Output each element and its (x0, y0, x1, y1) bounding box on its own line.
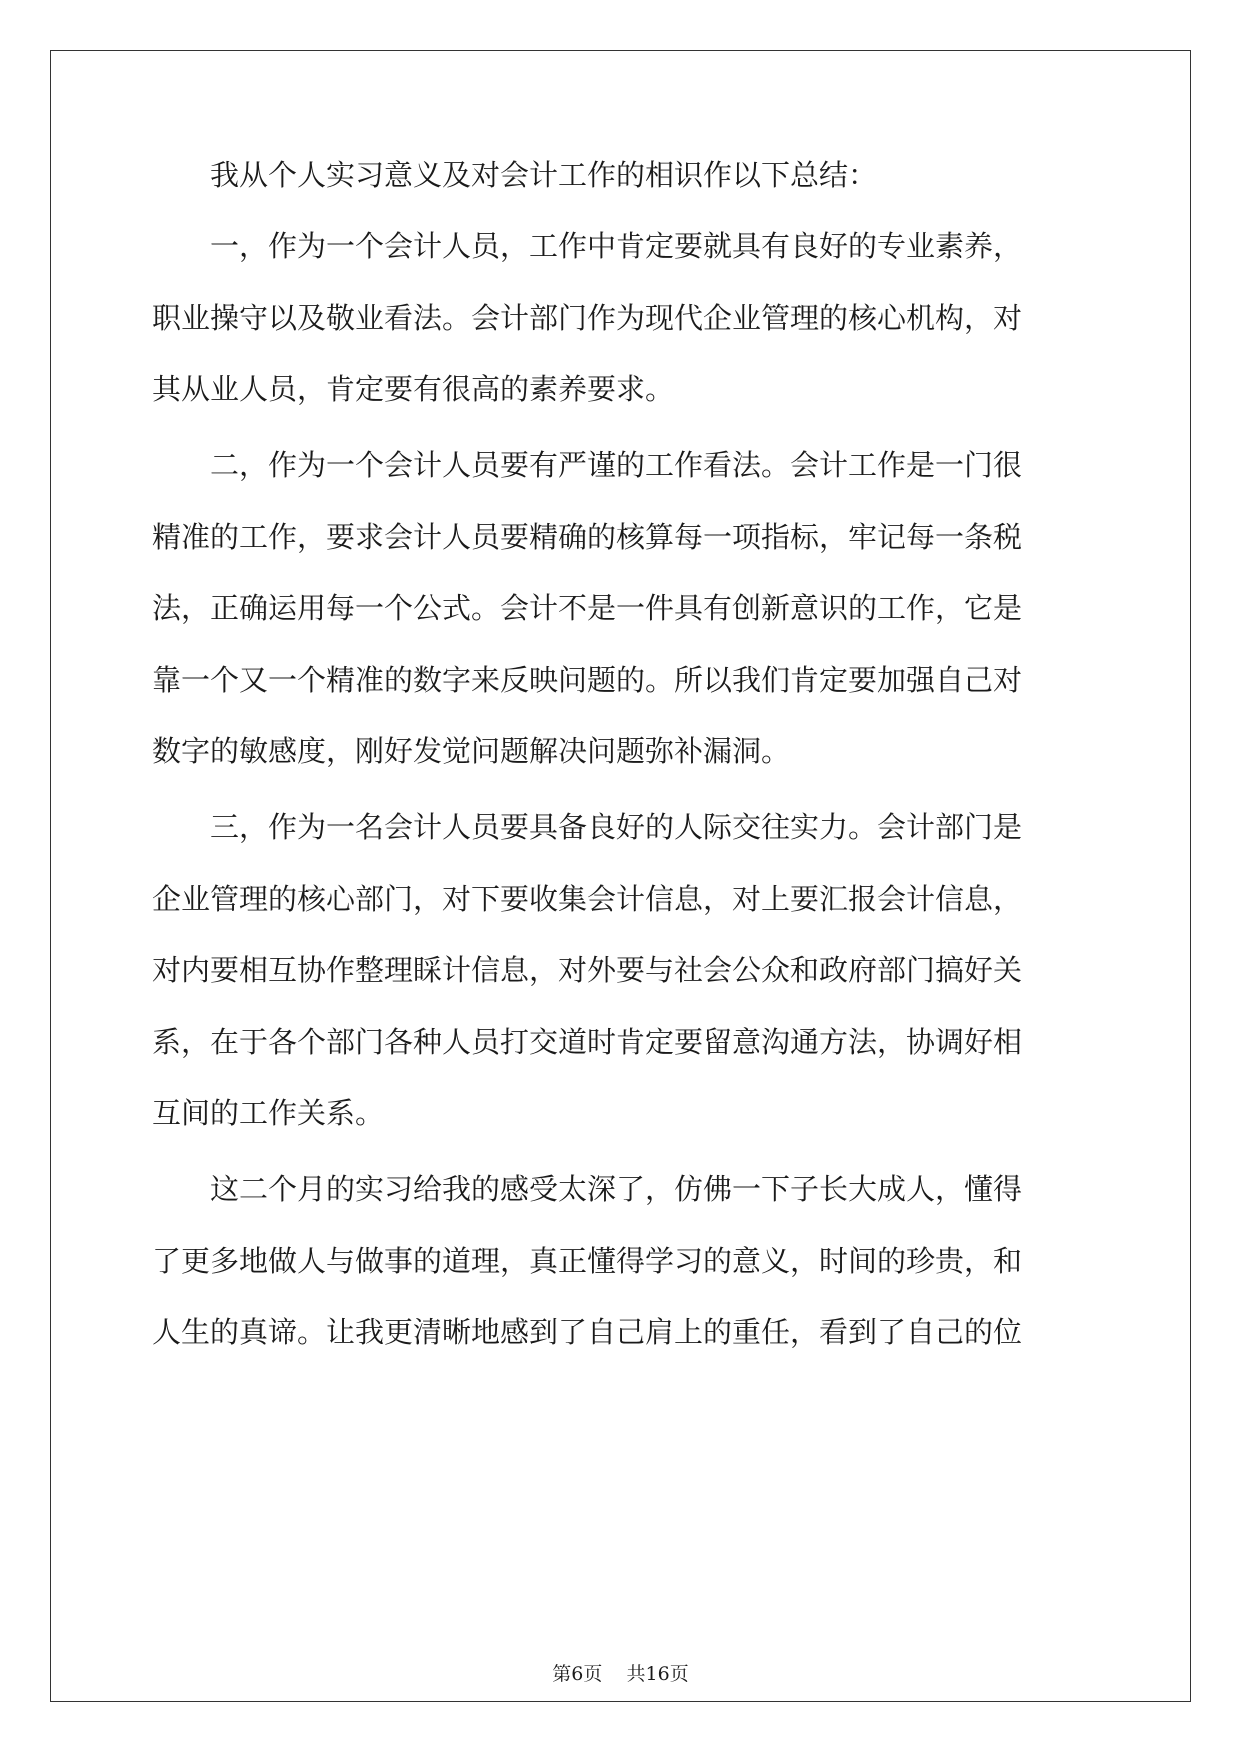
text-line: 互间的工作关系。 (152, 1096, 385, 1130)
text-line: 三，作为一名会计人员要具备良好的人际交往实力。会计部门是 (152, 810, 1023, 844)
text-line: 一，作为一个会计人员，工作中肯定要就具有良好的专业素养， (152, 229, 1023, 263)
text-line: 人生的真谛。让我更清晰地感到了自己肩上的重任，看到了自己的位 (152, 1315, 1023, 1349)
text-line: 我从个人实习意义及对会计工作的相识作以下总结： (152, 158, 878, 192)
text-line: 系，在于各个部门各种人员打交道时肯定要留意沟通方法，协调好相 (152, 1025, 1023, 1059)
text-line: 了更多地做人与做事的道理，真正懂得学习的意义，时间的珍贵，和 (152, 1244, 1023, 1278)
page-total: 共16页 (626, 1663, 689, 1685)
text-line: 二，作为一个会计人员要有严谨的工作看法。会计工作是一门很 (152, 448, 1023, 482)
text-line: 这二个月的实习给我的感受太深了，仿佛一下子长大成人，懂得 (152, 1172, 1023, 1206)
text-line: 企业管理的核心部门，对下要收集会计信息，对上要汇报会计信息， (152, 882, 1023, 916)
page-footer (0, 1662, 1241, 1686)
text-line: 数字的敏感度，刚好发觉问题解决问题弥补漏洞。 (152, 734, 791, 768)
text-line: 靠一个又一个精准的数字来反映问题的。所以我们肯定要加强自己对 (152, 663, 1023, 697)
text-line: 对内要相互协作整理睬计信息，对外要与社会公众和政府部门搞好关 (152, 953, 1023, 987)
text-line: 其从业人员，肯定要有很高的素养要求。 (152, 372, 675, 406)
text-line: 职业操守以及敬业看法。会计部门作为现代企业管理的核心机构，对 (152, 301, 1023, 335)
text-line: 法，正确运用每一个公式。会计不是一件具有创新意识的工作，它是 (152, 591, 1023, 625)
page-number: 第6页 (552, 1663, 603, 1685)
text-line: 精准的工作，要求会计人员要精确的核算每一项指标，牢记每一条税 (152, 520, 1023, 554)
